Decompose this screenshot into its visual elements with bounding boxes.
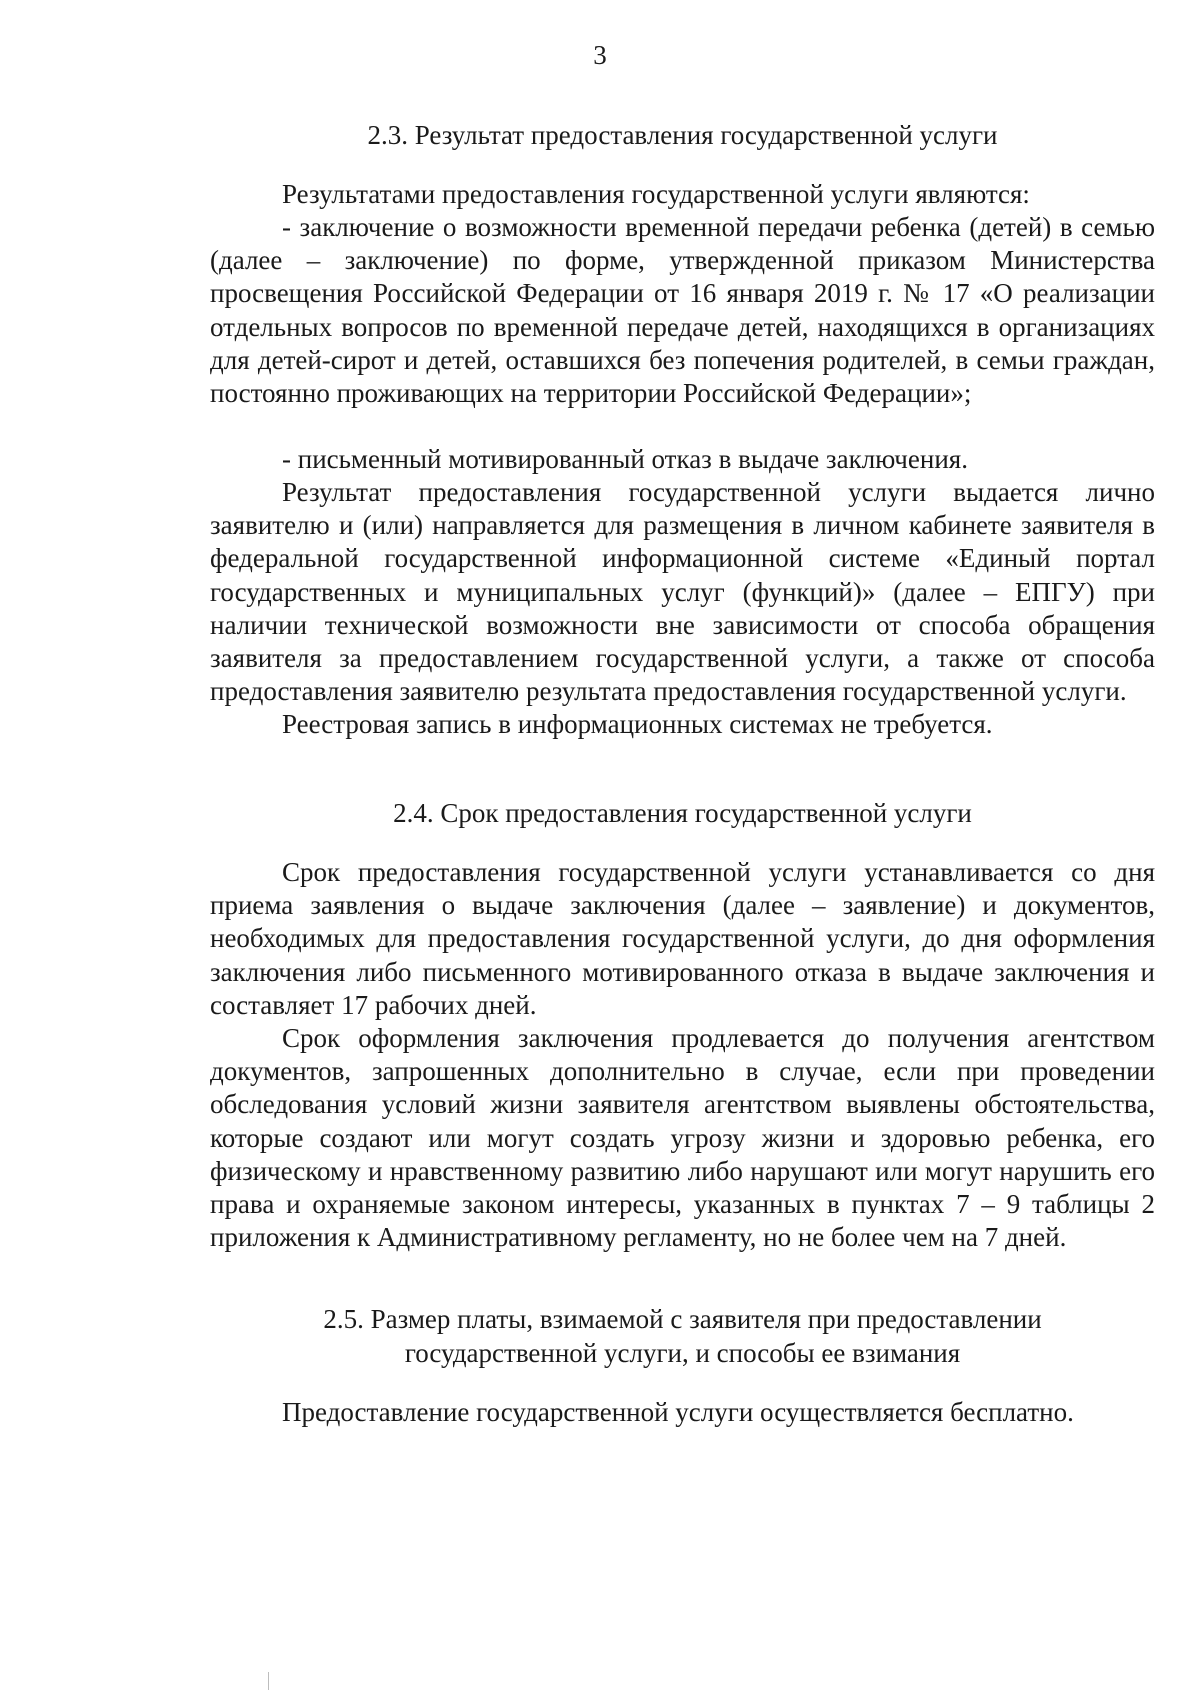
section-2-3-paragraph-1: Результатами предоставления государственной услуги являются: (282, 179, 1030, 209)
section-2-4-paragraph-1: Срок предоставления государственной услуги устанавливается со дня приема заявления о выдаче заключения (далее – заявление) и документов, необходимых для предоставления государственной услуги, до дня оформления заключения либо письменного мотивированного отказа в выдаче заключения и составляет 17 рабочих дней. (210, 857, 1155, 1020)
page-number: 3 (593, 40, 607, 70)
section-2-4-paragraph-2: Срок оформления заключения продлевается до получения агентством документов, запрошенных дополнительно в случае, если при проведении обследования условий жизни заявителя агентством выявлены обстоятельства, которые создают или могут создать угрозу жизни и здоровью ребенка, его физическому и нравственному развитию либо нарушают или могут нарушить его права и охраняемые законом интересы, указанных в пунктах 7 – 9 таблицы 2 приложения к Административному регламенту, но не более чем на 7 дней. (210, 1023, 1155, 1253)
section-2-4-heading: 2.4. Срок предоставления государственной услуги (393, 798, 972, 828)
section-2-5-heading-line-2: государственной услуги, и способы ее взимания (404, 1338, 961, 1368)
section-2-3-paragraph-4: Результат предоставления государственной услуги выдается лично заявителю и (или) направляется для размещения в личном кабинете заявителя в федеральной государственной информационной системе «Единый портал государственных и муниципальных услуг (функций)» (далее – ЕПГУ) при наличии технической возможности вне зависимости от способа обращения заявителя за предоставлением государственной услуги, а также от способа предоставления заявителю результата предоставления государственной услуги. (210, 477, 1155, 707)
section-2-3-paragraph-5: Реестровая запись в информационных системах не требуется. (282, 709, 993, 739)
section-2-3-heading: 2.3. Результат предоставления государственной услуги (367, 120, 998, 150)
section-2-3-paragraph-3: - письменный мотивированный отказ в выдаче заключения. (282, 444, 968, 474)
section-2-3-paragraph-2: - заключение о возможности временной передачи ребенка (детей) в семью (далее – заключение) по форме, утвержденной приказом Министерства просвещения Российской Федерации от 16 января 2019 г. № 17 «О реализации отдельных вопросов по временной передаче детей, находящихся в организациях для детей-сирот и детей, оставшихся без попечения родителей, в семьи граждан, постоянно проживающих на территории Российской Федерации»; (210, 212, 1155, 409)
section-2-5-paragraph-1: Предоставление государственной услуги осуществляется бесплатно. (282, 1397, 1074, 1427)
scan-artifact-mark (268, 1672, 269, 1690)
section-2-5-heading-line-1: 2.5. Размер платы, взимаемой с заявителя при предоставлении (323, 1304, 1042, 1334)
